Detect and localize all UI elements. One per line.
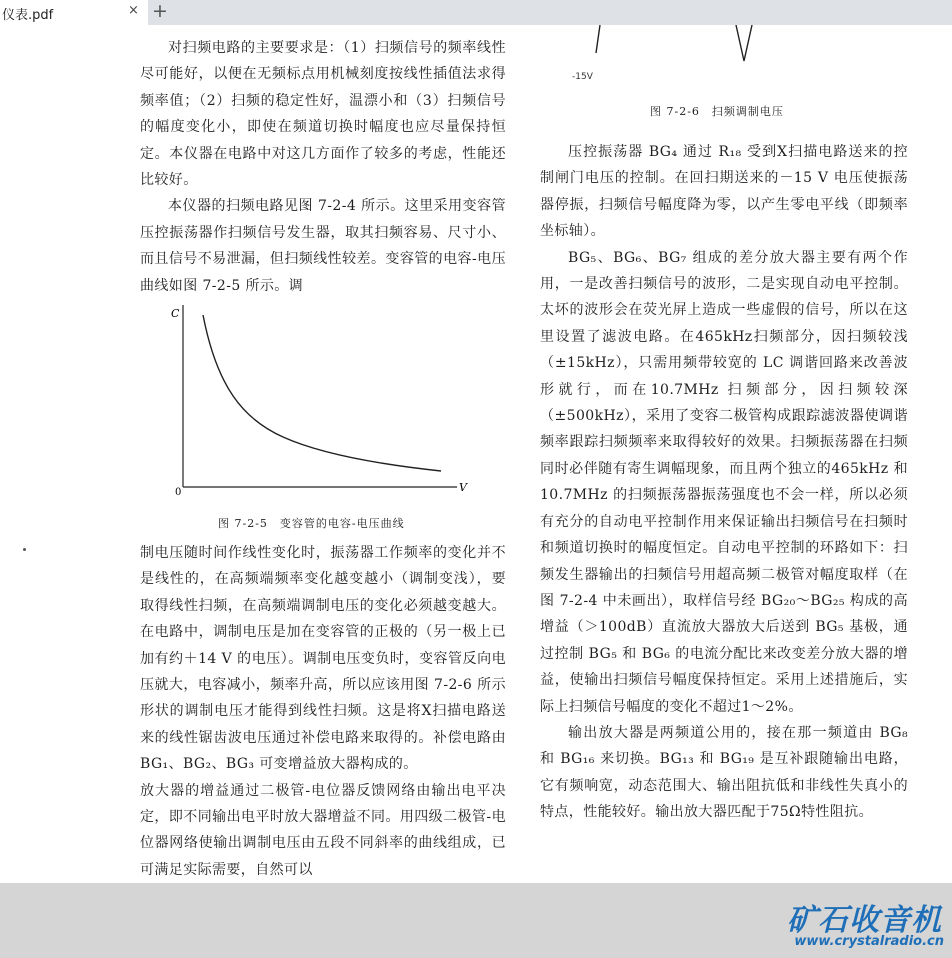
x-axis-label: V <box>459 481 467 494</box>
paragraph-modulation: 制电压随时间作线性变化时，振荡器工作频率的变化并不是线性的，在高频端频率变化越变越小（调制变浅），要取得线性扫频，在高频端调制电压的变化必须越变越大。在电路中，调制电压是加在变容管的正极的（另一极上已加有约＋14 V 的电压）。调制电压变负时，变容管反向电压就大，电容减小，频率升高，所以应该用图 7-2-6 所示形状的调制电压才能得到线性扫频。这是将X扫描电路送来的线性锯齿波电压通过补偿电路来取得的。补偿电路由 BG₁、BG₂、BG₃ 可变增益放大器构成的。 <box>140 545 506 773</box>
capacitance-curve <box>203 315 441 471</box>
paragraph-vco: 压控振荡器 BG₄ 通过 R₁₈ 受到X扫描电路送来的控制闸门电压的控制。在回扫期送来的－15 V 电压使振荡器停振，扫频信号幅度降为零，以产生零电平线（即频率坐标轴）。 <box>540 144 908 240</box>
left-column-top <box>140 35 506 299</box>
pdf-page <box>0 25 952 883</box>
site-url: www.crystalradio.cn <box>794 934 944 949</box>
pdf-tab[interactable] <box>0 0 148 25</box>
paragraph-circuit: 本仪器的扫频电路见图 7-2-4 所示。这里采用变容管压控振荡器作扫频信号发生器，取其扫频容易、尺寸小、而且信号不易泄漏，但扫频线性较差。变容管的电容-电压曲线如图 7-2-5 所示。调 <box>140 198 506 294</box>
figure-7-2-5-caption: 图 7-2-5 变容管的电容-电压曲线 <box>218 517 405 530</box>
right-column <box>540 139 908 826</box>
paragraph-requirements: 对扫频电路的主要要求是：（1）扫频信号的频率线性尽可能好，以便在无频标点用机械刻度按线性插值法求得频率值；（2）扫频的稳定性好，温漂小和（3）扫频信号的幅度变化小，即使在频道切换时幅度也应尽量保持恒定。本仪器在电路中对这几方面作了较多的考虑，性能还比较好。 <box>140 40 506 189</box>
paragraph-differential-amp: BG₅、BG₆、BG₇ 组成的差分放大器主要有两个作用，一是改善扫频信号的波形，二是实现自动电平控制。太坏的波形会在荧光屏上造成一些虚假的信号，所以在这里设置了滤波电路。在465kHz扫频部分，因扫频较浅（±15kHz），只需用频带较宽的 LC 调谐回路来改善波形就行，而在10.7MHz 扫频部分，因扫频较深（±500kHz），采用了变容二极管构成跟踪滤波器使调谐频率跟踪扫频频率来取得较好的效果。扫频振荡器在扫频同时必伴随有寄生调幅现象，而且两个独立的465kHz 和 10.7MHz 的扫频振荡器振荡强度也不会一样，所以必须有充分的自动电平控制作用来保证输出扫频信号在扫频时和频道切换时的幅度恒定。自动电平控制的环路如下：扫频发生器输出的扫频信号用超高频二极管对幅度取样（在图 7-2-4 中未画出），取样信号经 BG₂₀～BG₂₅ 构成的高增益（＞100dB）直流放大器放大后送到 BG₅ 基极，通过控制 BG₅ 和 BG₆ 的电流分配比来改变差分放大器的增益，使输出扫频信号幅度保持恒定。采用上述措施后，实际上扫频信号幅度的变化不超过1～2%。 <box>540 249 908 715</box>
paragraph-output-amp: 输出放大器是两频道公用的，接在那一频道由 BG₈ 和 BG₁₆ 来切换。BG₁₃ 和 BG₁₉ 是互补跟随输出电路，它有频响宽，动态范围大、输出阻抗低和非线性失真小的特点，性能较好。输出放大器匹配于75Ω特性阻抗。 <box>540 724 908 821</box>
y-axis-label: C <box>171 307 180 320</box>
figure-7-2-5 <box>165 297 475 502</box>
voltage-label: -15V <box>572 72 593 82</box>
paragraph-gain: 放大器的增益通过二极管-电位器反馈网络由输出电平决定，即不同输出电平时放大器增益不同。用四级二极管-电位器网络使输出调制电压由五段不同斜率的曲线组成，已可满足实际需要，自然可以 <box>140 782 506 878</box>
footer-bar <box>0 883 952 958</box>
tab-strip <box>0 0 952 25</box>
origin-label: 0 <box>175 487 182 498</box>
left-column-bottom <box>140 540 506 883</box>
site-logo: 矿石收音机 <box>787 903 942 938</box>
scan-speck <box>23 548 26 551</box>
figure-7-2-6-caption: 图 7-2-6 扫频调制电压 <box>650 105 784 118</box>
tab-title: 仪表.pdf <box>2 8 54 23</box>
close-icon[interactable]: × <box>128 3 139 18</box>
new-tab-icon[interactable]: + <box>152 0 168 22</box>
figure-7-2-6-fragment <box>560 25 780 85</box>
